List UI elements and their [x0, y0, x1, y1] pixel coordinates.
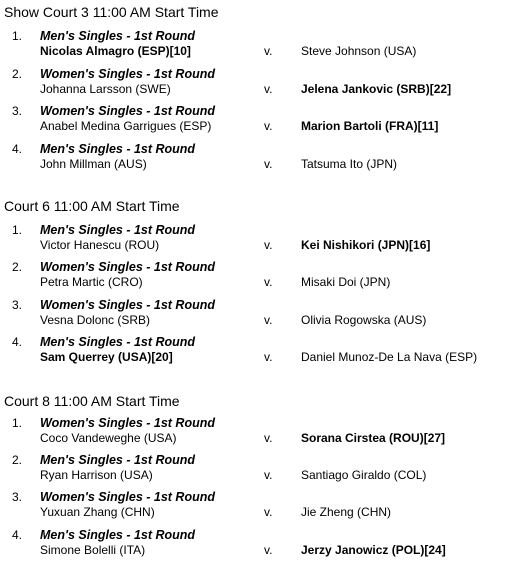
- match-number: 1.: [12, 223, 23, 237]
- versus-label: v.: [264, 543, 273, 557]
- match-row: [0, 223, 505, 257]
- match-number: 3.: [12, 298, 23, 312]
- match-row: [0, 67, 505, 101]
- match-row: [0, 453, 505, 487]
- versus-label: v.: [264, 313, 273, 327]
- versus-label: v.: [264, 157, 273, 171]
- player-one: Anabel Medina Garrigues (ESP): [40, 119, 212, 133]
- match-round: Women's Singles - 1st Round: [40, 416, 215, 430]
- player-one: Nicolas Almagro (ESP)[10]: [40, 44, 191, 58]
- match-row: [0, 260, 505, 294]
- player-one: Vesna Dolonc (SRB): [40, 313, 151, 327]
- player-two: Sorana Cirstea (ROU)[27]: [301, 431, 446, 445]
- match-round: Women's Singles - 1st Round: [40, 298, 215, 312]
- match-number: 4.: [12, 142, 23, 156]
- match-number: 4.: [12, 335, 23, 349]
- match-number: 4.: [12, 528, 23, 542]
- player-one: Simone Bolelli (ITA): [40, 543, 146, 557]
- match-row: [0, 528, 505, 562]
- match-round: Men's Singles - 1st Round: [40, 142, 196, 156]
- versus-label: v.: [264, 350, 273, 364]
- match-number: 3.: [12, 104, 23, 118]
- versus-label: v.: [264, 238, 273, 252]
- player-two: Misaki Doi (JPN): [301, 275, 391, 289]
- player-two: Steve Johnson (USA): [301, 44, 417, 58]
- player-two: Jerzy Janowicz (POL)[24]: [301, 543, 446, 557]
- match-number: 3.: [12, 490, 23, 504]
- match-row: [0, 29, 505, 63]
- versus-label: v.: [264, 82, 273, 96]
- player-one: Yuxuan Zhang (CHN): [40, 505, 155, 519]
- player-two: Marion Bartoli (FRA)[11]: [301, 119, 439, 133]
- match-round: Men's Singles - 1st Round: [40, 29, 196, 43]
- player-two: Daniel Munoz-De La Nava (ESP): [301, 350, 478, 364]
- player-one: Victor Hanescu (ROU): [40, 238, 160, 252]
- player-one: John Millman (AUS): [40, 157, 147, 171]
- match-number: 2.: [12, 260, 23, 274]
- match-round: Men's Singles - 1st Round: [40, 335, 196, 349]
- versus-label: v.: [264, 431, 273, 445]
- match-row: [0, 104, 505, 138]
- court-title: Court 8 11:00 AM Start Time: [4, 393, 180, 409]
- match-number: 2.: [12, 67, 23, 81]
- match-number: 2.: [12, 453, 23, 467]
- versus-label: v.: [264, 275, 273, 289]
- match-round: Men's Singles - 1st Round: [40, 528, 196, 542]
- player-one: Johanna Larsson (SWE): [40, 82, 171, 96]
- match-round: Women's Singles - 1st Round: [40, 490, 215, 504]
- match-number: 1.: [12, 29, 23, 43]
- match-round: Women's Singles - 1st Round: [40, 67, 215, 81]
- match-row: [0, 416, 505, 450]
- player-two: Tatsuma Ito (JPN): [301, 157, 398, 171]
- player-one: Sam Querrey (USA)[20]: [40, 350, 173, 364]
- player-two: Jie Zheng (CHN): [301, 505, 392, 519]
- versus-label: v.: [264, 44, 273, 58]
- match-round: Women's Singles - 1st Round: [40, 104, 215, 118]
- versus-label: v.: [264, 505, 273, 519]
- match-row: [0, 490, 505, 524]
- match-round: Women's Singles - 1st Round: [40, 260, 215, 274]
- player-one: Ryan Harrison (USA): [40, 468, 153, 482]
- match-row: [0, 298, 505, 332]
- match-round: Men's Singles - 1st Round: [40, 223, 196, 237]
- match-row: [0, 142, 505, 176]
- player-two: Jelena Jankovic (SRB)[22]: [301, 82, 452, 96]
- player-one: Petra Martic (CRO): [40, 275, 143, 289]
- match-round: Men's Singles - 1st Round: [40, 453, 196, 467]
- match-number: 1.: [12, 416, 23, 430]
- player-two: Olivia Rogowska (AUS): [301, 313, 427, 327]
- court-title: Court 6 11:00 AM Start Time: [4, 198, 180, 214]
- versus-label: v.: [264, 468, 273, 482]
- player-two: Kei Nishikori (JPN)[16]: [301, 238, 431, 252]
- match-row: [0, 335, 505, 369]
- court-title: Show Court 3 11:00 AM Start Time: [4, 4, 219, 20]
- player-two: Santiago Giraldo (COL): [301, 468, 427, 482]
- player-one: Coco Vandeweghe (USA): [40, 431, 177, 445]
- versus-label: v.: [264, 119, 273, 133]
